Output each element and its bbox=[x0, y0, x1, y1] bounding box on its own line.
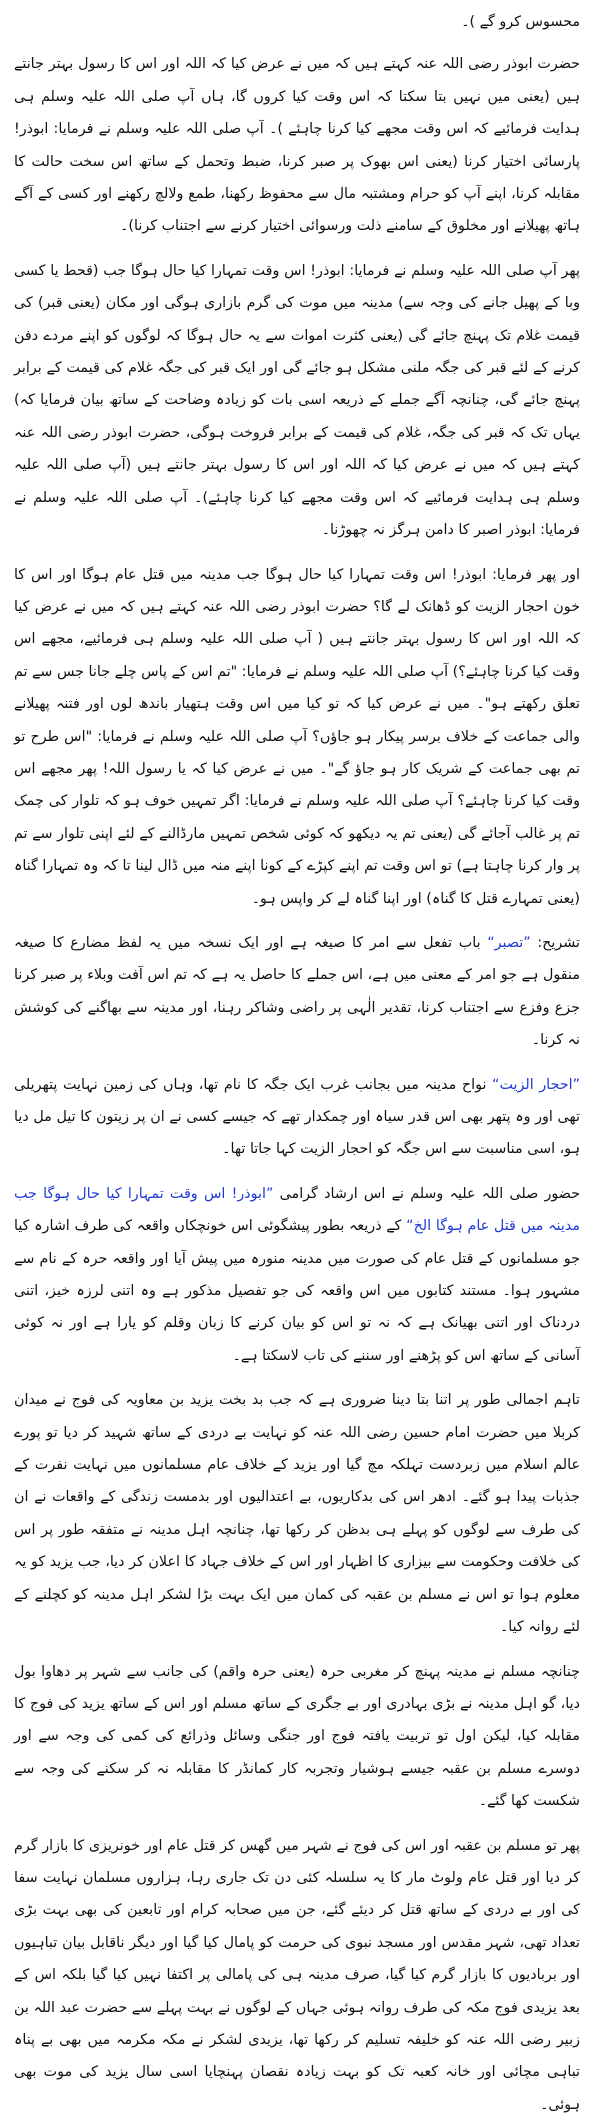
paragraph-text: چنانچہ مسلم نے مدینہ پہنچ کر مغربی حرہ (یعنی حرہ واقم) کی جانب سے شہر پر دھاوا بول دیا، گو اہل مدینہ نے بڑی بہادری اور بے جگری کے ساتھ مسلم اور اس کے ساتھ یزید کی فوج کا مقابلہ کیا، لیکن اول تو تربیت یافتہ فوج اور جنگی وسائل وذرائع کی کمی کی وجہ سے اور دوسرے مسلم بن عقبہ جیسے ہوشیار وتجربہ کار کمانڈر کا مقابلہ نہ کر سکنے کی وجہ سے شکست کھا گئے۔ bbox=[14, 1663, 580, 1810]
paragraph-text: تشریح: bbox=[530, 934, 580, 951]
paragraph-text: محسوس کرو گے )۔ bbox=[461, 14, 580, 30]
paragraph-text: تاہم اجمالی طور پر اتنا بتا دینا ضروری ہے کہ جب بد بخت یزید بن معاویہ کی فوج نے میدان کربلا میں حضرت امام حسین رضی اللہ عنہ کو نہایت بے دردی کے ساتھ شہید کر دیا تو پورے عالم اسلام میں زبردست تہلکہ مچ گیا اور یزید کے خلاف عام مسلمانوں میں نہایت نفرت کے جذبات پیدا ہو گئے۔ ادھر اس کی بدکاریوں، بے اعتدالیوں اور بدمست زندگی کے واقعات نے ان کی طرف سے لوگوں کو پہلے ہی بدظن کر رکھا تھا، چنانچہ اہل مدینہ نے متفقہ طور پر اس کی خلافت وحکومت سے بیزاری کا اظہار اور اس کے خلاف جہاد کا اعلان کر دیا، جب یزید کو یہ معلوم ہوا تو اس نے مسلم بن عقبہ کی کمان میں ایک بہت بڑا لشکر اہل مدینہ کو کچلنے کے لئے روانہ کیا۔ bbox=[14, 1392, 580, 1636]
paragraph-text: باب تفعل سے امر کا صیغہ ہے اور ایک نسخہ میں یہ لفظ مضارع کا صیغہ منقول ہے جو امر کے معنی میں ہے، اس جملے کا حاصل یہ ہے کہ تم اس آفت وبلاء پر صبر کرنا جزع وفزع سے اجتناب کرنا، تقدیر الٰہی پر راضی وشاکر رہنا، اور مدینہ سے بھاگنے کی کوشش نہ کرنا۔ bbox=[14, 934, 580, 1049]
paragraph-text: پھر تو مسلم بن عقبہ اور اس کی فوج نے شہر میں گھس کر قتل عام اور خونریزی کا بازار گرم کر دیا اور قتل عام ولوٹ مار کا یہ سلسلہ کئی دن تک جاری رہا، ہزاروں مسلمان نہایت سفا کی اور بے دردی کے ساتھ قتل کر دیئے گئے، جن میں صحابہ کرام اور تابعین کی بھی بہت بڑی تعداد تھی، شہر مقدس اور مسجد نبوی کی حرمت کو پامال کیا گیا اور دیگر ناقابل بیان تباہیوں اور بربادیوں کا بازار گرم کیا گیا، صرف مدینہ ہی کی پامالی پر اکتفا نہیں کیا گیا بلکہ اس کے بعد یزیدی فوج مکہ کی طرف روانہ ہوئی جہاں کے لوگوں نے بہت پہلے سے حضرت عبد اللہ بن زبیر رضی اللہ عنہ کو خلیفہ تسلیم کر رکھا تھا، یزیدی لشکر نے مکہ مکرمہ میں بھی بے پناہ تباہی مچائی اور خانہ کعبہ تک کو بہت زیادہ نقصان پہنچایا اسی سال یزید کی موت بھی ہوئی۔ bbox=[14, 1837, 580, 2113]
paragraph-background bbox=[14, 1384, 580, 1643]
paragraph-text: نواح مدینہ میں بجانب غرب ایک جگہ کا نام تھا، وہاں کی زمین نہایت پتھریلی تھی اور وہ پتھر بھی اس قدر سیاہ اور چمکدار تھے کہ جیسے کسی نے ان پر زیتون کا تیل مل دیا ہو، اسی مناسبت سے اس جگہ کو احجار الزیت کہا جاتا تھا۔ bbox=[14, 1076, 580, 1158]
paragraph-text: پھر آپ صلی اللہ علیہ وسلم نے فرمایا: ابوذر! اس وقت تمہارا کیا حال ہوگا جب (قحط یا کسی وبا کے پھیل جانے کی وجہ سے) مدینہ میں موت کی گرم بازاری ہوگی اور مکان (یعنی قبر) کی قیمت غلام تک پہنچ جائے گی (یعنی کثرت اموات سے یہ حال ہوگا کہ لوگوں کو اپنے مردے دفن کرنے کے لئے قبر کی جگہ ملنی مشکل ہو جائے گی اور ایک قبر کی جگہ غلام کی قیمت کے برابر پہنچ جائے گی، چنانچہ آگے جملے کے ذریعہ اسی بات کو زیادہ وضاحت کے ساتھ بیان فرمایا کہ) یہاں تک کہ قبر کی جگہ، غلام کی قیمت کے برابر فروخت ہوگی، حضرت ابوذر رضی اللہ عنہ کہتے ہیں کہ میں نے عرض کیا کہ اللہ اور اس کا رسول بہتر جانتے ہیں (آپ صلی اللہ علیہ وسلم ہی ہدایت فرمائیے کہ اس وقت مجھے کیا کرنا چاہئے)۔ آپ صلی اللہ علیہ وسلم نے فرمایا: ابوذر اصبر کا دامن ہرگز نہ چھوڑنا۔ bbox=[14, 262, 580, 539]
highlighted-term: ”احجار الزیت“ bbox=[492, 1076, 580, 1093]
paragraph-text: حضرت ابوذر رضی اللہ عنہ کہتے ہیں کہ میں نے عرض کیا کہ اللہ اور اس کا رسول بہتر جانتے ہیں (یعنی میں نہیں بتا سکتا کہ اس وقت کیا کروں گا، ہاں آپ صلی اللہ علیہ وسلم ہی ہدایت فرمائیے کہ اس وقت مجھے کیا کرنا چاہئے )۔ آپ صلی اللہ علیہ وسلم نے فرمایا: ابوذر! پارسائی اختیار کرنا (یعنی اس بھوک پر صبر کرنا، ضبط وتحمل کے ساتھ اس سخت حالت کا مقابلہ کرنا، اپنے آپ کو حرام ومشتبہ مال سے محفوظ رکھنا، طمع ولالچ رکھنے اور کسی کے آگے ہاتھ پھیلانے اور مخلوق کے سامنے ذلت ورسوائی اختیار کرنے سے اجتناب کرنا)۔ bbox=[14, 56, 580, 235]
paragraph-battle bbox=[14, 1656, 580, 1818]
paragraph-aftermath bbox=[14, 1830, 580, 2121]
highlighted-quote: ”ابوذر! اس وقت تمہارا کیا حال ہوگا جب مدینہ میں قتل عام ہوگا الخ“ bbox=[14, 1185, 580, 1235]
paragraph-harrah-event bbox=[14, 1178, 580, 1372]
paragraph-text: اور پھر فرمایا: ابوذر! اس وقت تمہارا کیا حال ہوگا جب مدینہ میں قتل عام ہوگا اور اس کا خون احجار الزیت کو ڈھانک لے گا؟ حضرت ابوذر رضی اللہ عنہ کہتے ہیں کہ میں نے عرض کیا کہ اللہ اور اس کا رسول بہتر جانتے ہیں ( آپ صلی اللہ علیہ وسلم ہی فرمائیے، مجھے اس وقت کیا کرنا چاہئے؟) آپ صلی اللہ علیہ وسلم نے فرمایا: "تم اس کے پاس چلے جانا جس سے تم تعلق رکھتے ہو"۔ میں نے عرض کیا کہ تو کیا میں اس وقت ہتھیار باندھ لوں اور فتنہ پھیلانے والی جماعت کے خلاف برسر پیکار ہو جاؤں؟ آپ صلی اللہ علیہ وسلم نے فرمایا: "اس طرح تو تم بھی جماعت کے شریک کار ہو جاؤ گے"۔ میں نے عرض کیا کہ یا رسول اللہ! پھر مجھے اس وقت کیا کرنا چاہئے؟ آپ صلی اللہ علیہ وسلم نے فرمایا: اگر تمہیں خوف ہو کہ تلوار کی چمک تم پر غالب آجائے گی (یعنی تم یہ دیکھو کہ کوئی شخص تمہیں مارڈالنے کے لئے اپنی تلوار سے تم پر وار کرنا چاہتا ہے) تو اس وقت تم اپنے کپڑے کے کونا اپنے منہ میں ڈال لینا تا کہ وہ تمہارا گناہ (یعنی تمہارے قتل کا گناہ) اور اپنا گناہ لے کر واپس ہو۔ bbox=[14, 566, 580, 907]
paragraph-abu-dhar-reply bbox=[14, 48, 580, 242]
paragraph-ahjar-az-zait bbox=[14, 559, 580, 915]
paragraph-place-description bbox=[14, 1069, 580, 1166]
paragraph-death-in-madinah bbox=[14, 255, 580, 547]
paragraph-tashreeh bbox=[14, 927, 580, 1057]
paragraph-text: حضور صلی اللہ علیہ وسلم نے اس ارشاد گرامی bbox=[273, 1185, 581, 1202]
paragraph-intro bbox=[14, 6, 580, 38]
paragraph-text: کے ذریعہ بطور پیشگوئی اس خونچکاں واقعہ کی طرف اشارہ کیا جو مسلمانوں کے قتل عام کی صورت میں مدینہ منورہ میں پیش آیا اور واقعہ حرہ کے نام سے مشہور ہوا۔ مستند کتابوں میں اس واقعہ کی جو تفصیل مذکور ہے وہ اتنی لرزہ خیز، اتنی دردناک اور اتنی بھیانک ہے کہ نہ تو اس کو بیان کرنے کا زبان وقلم کو یارا ہے اور نہ کوئی آسانی کے ساتھ اس کو پڑھنے اور سننے کی تاب لاسکتا ہے۔ bbox=[14, 1218, 580, 1364]
highlighted-term: ”تصبر“ bbox=[487, 934, 531, 951]
